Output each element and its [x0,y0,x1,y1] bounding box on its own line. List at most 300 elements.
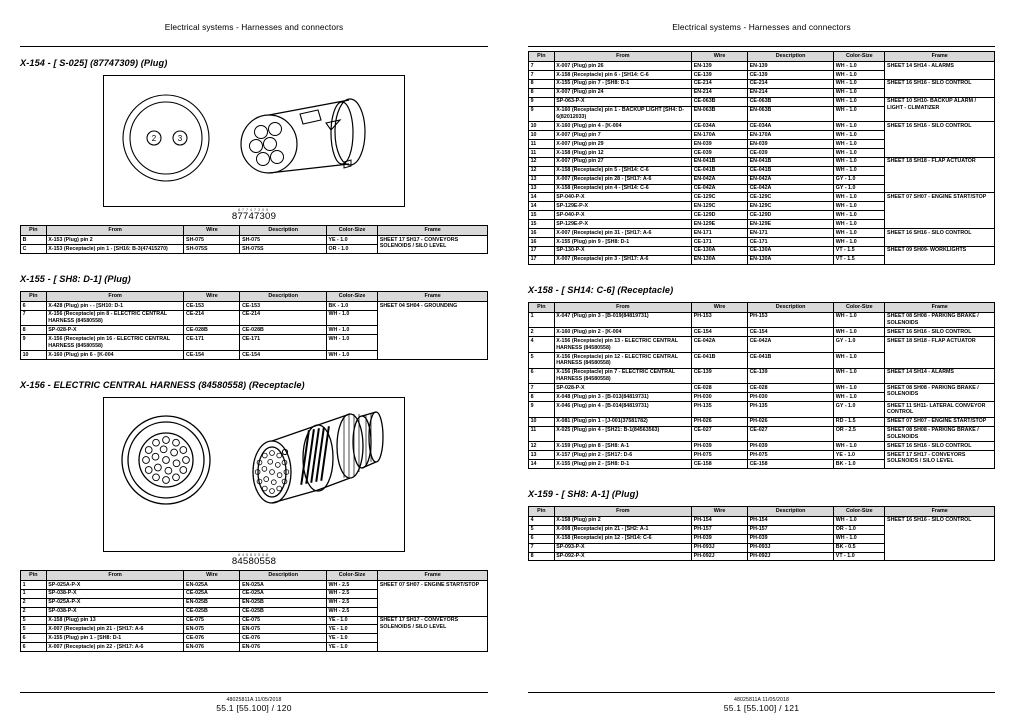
cell-description: PH-030 [748,393,834,402]
cell-wire: PH-026 [692,417,748,426]
cell-pin: 10 [21,350,47,359]
column-header-from: From [46,226,184,236]
cell-pin: 9 [529,401,555,417]
cell-from: SP-129E-P-X [554,220,691,229]
column-header-frame: Frame [378,226,488,236]
cell-color-size: WH - 1.0 [834,237,885,246]
cell-description: CE-042A [748,184,834,193]
column-header-from: From [554,302,691,312]
cell-color-size: WH - 1.0 [834,516,885,525]
cell-frame: SHEET 07 SH07 - ENGINE START/STOP [378,580,488,616]
cell-color-size: WH - 1.0 [834,97,885,106]
cell-description: EN-075 [240,625,326,634]
cell-pin: 16 [529,237,555,246]
cell-color-size: WH - 1.0 [326,335,377,351]
table-row [529,79,995,88]
cell-from: X-048 (Plug) pin 3 - [B-013(84819731) [554,393,691,402]
cell-description: EN-214 [748,88,834,97]
column-header-wire: Wire [692,52,748,62]
cell-wire: CE-041B [692,352,748,368]
cell-color-size: WH - 1.0 [834,220,885,229]
table-row [529,384,995,393]
table-row [529,368,995,384]
cell-from: X-007 (Plug) pin 27 [554,157,691,166]
column-header-frame: Frame [378,570,488,580]
cell-frame: SHEET 14 SH14 - ALARMS [885,368,995,384]
cell-frame: SHEET 07 SH07 - ENGINE START/STOP [885,193,995,229]
cell-pin: B [21,236,47,245]
cell-pin: 14 [529,459,555,468]
cell-from: X-156 (Receptacle) pin 13 - ELECTRIC CENTRAL HARNESS (84580558) [554,337,691,353]
column-header-wire: Wire [692,506,748,516]
cell-from: X-007 (Receptacle) pin 21 - [SH17: A-6 [46,625,184,634]
section-title: X-156 - ELECTRIC CENTRAL HARNESS (84580558) (Receptacle) [20,379,305,390]
cell-frame: SHEET 11 SH11- LATERAL CONVEYOR CONTROL [885,401,995,417]
cell-pin: 17 [529,246,555,255]
wiring-table [20,570,488,652]
cell-wire: CE-028B [184,326,240,335]
cell-wire: EN-076 [184,643,240,652]
cell-pin: 10 [529,122,555,131]
table-row [529,451,995,460]
cell-pin: 5 [529,525,555,534]
cell-description: EN-129E [748,220,834,229]
cell-color-size: YE - 1.0 [834,451,885,460]
page-footer [528,692,995,713]
column-header-pin: Pin [21,226,47,236]
footer-rule [20,692,488,693]
cell-frame: SHEET 08 SH08 - PARKING BRAKE / SOLENOIDS [885,384,995,402]
column-header-color-size: Color-Size [834,52,885,62]
cell-wire: PH-092J [692,552,748,561]
cell-color-size: WH - 1.0 [834,88,885,97]
cell-color-size: YE - 1.0 [326,625,377,634]
cell-description: CE-025A [240,589,326,598]
footer-document-number: 48025811A 11/05/2018 [226,697,282,703]
cell-from: X-025 (Plug) pin 4 - [SH21: B-1(84563563) [554,426,691,442]
table-row [529,426,995,442]
cell-color-size: WH - 2.5 [326,607,377,616]
cell-pin: 6 [529,368,555,384]
connector-figure [20,75,488,222]
cell-color-size: BK - 0.5 [834,543,885,552]
page-left-body [20,58,488,652]
cell-pin: 13 [529,175,555,184]
cell-wire: EN-075 [184,625,240,634]
cell-description: PH-093J [748,543,834,552]
cell-pin: 13 [529,451,555,460]
cell-color-size: OR - 2.5 [834,426,885,442]
cell-description: PH-092J [748,552,834,561]
cell-pin: 1 [529,312,555,328]
cell-from: X-007 (Plug) pin 7 [554,131,691,140]
cell-wire: CE-027 [692,426,748,442]
cell-wire: CE-041B [692,166,748,175]
cell-from: X-156 (Receptacle) pin 16 - ELECTRIC CENTRAL HARNESS (84580558) [46,335,184,351]
cell-pin: 11 [529,140,555,149]
cell-color-size: WH - 1.0 [834,384,885,393]
cell-pin: 2 [21,598,47,607]
wiring-table [20,225,488,254]
cell-pin: 7 [529,62,555,71]
cell-description: EN-025B [240,598,326,607]
cell-from: SP-092-P-X [554,552,691,561]
cell-pin: 6 [21,301,47,310]
cell-description: CE-041B [748,166,834,175]
table-row [529,157,995,166]
cell-color-size: WH - 1.0 [834,70,885,79]
cell-pin: 8 [21,326,47,335]
cell-wire: CE-130A [692,246,748,255]
cell-from: X-158 (Receptacle) pin 5 - [SH14: C-6 [554,166,691,175]
cell-frame: SHEET 17 SH17 - CONVEYORS SOLENOIDS / SILO LEVEL [885,451,995,469]
cell-from: X-155 (Plug) pin 7 - [SH8: D-1 [554,79,691,88]
cell-from: X-081 (Plug) pin 1 - [J-001(37581782) [554,417,691,426]
cell-color-size: WH - 1.0 [834,106,885,122]
cell-wire: EN-129C [692,202,748,211]
cell-pin: 7 [529,543,555,552]
cell-wire: CE-214 [692,79,748,88]
cell-color-size: WH - 1.0 [834,140,885,149]
section-title: X-154 - [ S-025] (87747309) (Plug) [20,58,168,68]
cell-color-size: OR - 1.0 [326,244,377,253]
cell-description: CE-027 [748,426,834,442]
cell-description: CE-042A [748,337,834,353]
cell-from: X-155 (Plug) pin 9 - [SH8: D-1 [554,237,691,246]
column-header-color-size: Color-Size [326,226,377,236]
footer-page-number: 55.1 [55.100] / 121 [723,703,800,713]
cell-description: CE-129D [748,211,834,220]
figure-part-code: 84580558 [238,552,270,557]
cell-description: PH-075 [748,451,834,460]
cell-frame: SHEET 17 SH17 - CONVEYORS SOLENOIDS / SILO LEVEL [378,616,488,652]
cell-wire: EN-170A [692,131,748,140]
cell-from: SP-025A-P-X [46,580,184,589]
cell-description: EN-139 [748,62,834,71]
cell-wire: CE-039 [692,148,748,157]
cell-color-size: YE - 1.0 [326,616,377,625]
cell-wire: EN-063B [692,106,748,122]
cell-description: CE-130A [748,246,834,255]
wiring-table [528,506,995,562]
cell-from: X-158 (Plug) pin 12 [554,148,691,157]
wiring-table [528,302,995,469]
cell-color-size: WH - 1.0 [834,211,885,220]
cell-wire: EN-130A [692,255,748,264]
cell-color-size: OR - 1.0 [834,525,885,534]
figure-part-code: 87747309 [238,208,270,212]
cell-from: X-158 (Receptacle) pin 6 - [SH14: C-6 [554,70,691,79]
column-header-color-size: Color-Size [326,570,377,580]
cell-frame: SHEET 16 SH16 - SILO CONTROL [885,79,995,97]
cell-color-size: YE - 1.0 [326,236,377,245]
table-row [21,616,488,625]
cell-from: X-047 (Plug) pin 3 - [B-019(84819731) [554,312,691,328]
cell-color-size: WH - 2.5 [326,589,377,598]
figure-caption: 87747309 [231,211,277,222]
table-row [529,122,995,131]
table-row [21,580,488,589]
cell-description: CE-158 [748,459,834,468]
cell-wire: EN-025A [184,580,240,589]
cell-description: EN-171 [748,229,834,238]
cell-pin: C [21,244,47,253]
cell-description: CE-028B [240,326,326,335]
column-header-pin: Pin [21,570,47,580]
cell-pin: 12 [529,442,555,451]
table-row [529,337,995,353]
cell-frame: SHEET 18 SH18 - FLAP ACTUATOR [885,157,995,193]
cell-color-size: GY - 1.0 [834,184,885,193]
cell-from: X-007 (Receptacle) pin 22 - [SH17: A-6 [46,643,184,652]
cell-from: X-007 (Receptacle) pin 3 - [SH17: A-6 [554,255,691,264]
cell-wire: EN-139 [692,62,748,71]
cell-pin: 5 [21,625,47,634]
cell-from: X-158 (Receptacle) pin 4 - [SH14: C-6 [554,184,691,193]
table-row [529,442,995,451]
column-header-frame: Frame [885,506,995,516]
column-header-pin: Pin [529,506,555,516]
cell-wire: EN-171 [692,229,748,238]
cell-from: X-156 (Receptacle) pin 12 - ELECTRIC CENTRAL HARNESS (84580558) [554,352,691,368]
column-header-description: Description [748,52,834,62]
cell-description: PH-135 [748,401,834,417]
cell-wire: PH-039 [692,534,748,543]
table-row [529,401,995,417]
cell-color-size: VT - 1.5 [834,255,885,264]
table-row [529,417,995,426]
cell-color-size: WH - 1.0 [326,326,377,335]
cell-wire: CE-154 [184,350,240,359]
cell-from: SP-063-P-X [554,97,691,106]
cell-pin: 6 [21,634,47,643]
cell-color-size: WH - 1.0 [834,122,885,131]
cell-description: CE-025B [240,607,326,616]
column-header-description: Description [240,291,326,301]
column-header-wire: Wire [184,570,240,580]
header-rule [20,46,488,47]
cell-description: CE-075 [240,616,326,625]
cell-color-size: WH - 1.0 [834,328,885,337]
cell-pin: 9 [529,97,555,106]
column-header-wire: Wire [184,226,240,236]
cell-wire: PH-039 [692,442,748,451]
table-row [529,97,995,106]
cell-description: CE-028 [748,384,834,393]
cell-from: SP-093-P-X [554,543,691,552]
cell-wire: PH-135 [692,401,748,417]
page-header: Electrical systems - Harnesses and connectors [164,22,344,32]
cell-pin: 12 [529,157,555,166]
table-header-row [529,506,995,516]
cell-color-size: BK - 1.0 [834,459,885,468]
cell-description: CE-129C [748,193,834,202]
cell-description: EN-025A [240,580,326,589]
cell-pin: 10 [529,131,555,140]
column-header-frame: Frame [885,302,995,312]
cell-wire: CE-158 [692,459,748,468]
cell-from: X-155 (Plug) pin 1 - [SH8: D-1 [46,634,184,643]
table-row [529,193,995,202]
page-header: Electrical systems - Harnesses and connectors [672,22,851,32]
cell-pin: 7 [529,384,555,393]
cell-color-size: WH - 2.5 [326,598,377,607]
cell-wire: SH-075S [184,244,240,253]
cell-description: PH-153 [748,312,834,328]
column-header-color-size: Color-Size [834,506,885,516]
cell-from: X-007 (Receptacle) pin 31 - [SH17: A-6 [554,229,691,238]
cell-color-size: BK - 1.0 [326,301,377,310]
cell-from: X-156 (Receptacle) pin 8 - ELECTRIC CENTRAL HARNESS (84580558) [46,310,184,326]
cell-pin: 15 [529,220,555,229]
cell-color-size: WH - 1.0 [326,350,377,359]
cell-pin: 6 [529,534,555,543]
svg-text:2: 2 [151,134,157,143]
table-row [529,246,995,255]
cell-from: X-158 (Plug) pin 2 [554,516,691,525]
cell-from: X-007 (Receptacle) pin 28 - [SH17: A-6 [554,175,691,184]
cell-from: SP-028-P-X [46,326,184,335]
cell-from: X-007 (Plug) pin 26 [554,62,691,71]
column-header-from: From [46,291,184,301]
cell-wire: CE-025A [184,589,240,598]
cell-wire: CE-042A [692,184,748,193]
cell-color-size: GY - 1.0 [834,337,885,353]
cell-from: X-160 (Receptacle) pin 1 - BACKUP LIGHT [SH4: D-6(82012033) [554,106,691,122]
cell-wire: EN-041B [692,157,748,166]
cell-description: CE-214 [748,79,834,88]
cell-from: X-046 (Plug) pin 4 - [B-014(84819731) [554,401,691,417]
cell-description: CE-039 [748,148,834,157]
column-header-description: Description [240,570,326,580]
cell-description: CE-139 [748,368,834,384]
table-row [21,236,488,245]
cell-color-size: WH - 1.0 [834,157,885,166]
cell-pin: 6 [21,643,47,652]
cell-color-size: WH - 1.0 [834,193,885,202]
cell-color-size: RD - 1.5 [834,417,885,426]
cell-from: SP-040-P-X [554,193,691,202]
cell-color-size: WH - 1.0 [834,393,885,402]
cell-description: CE-034A [748,122,834,131]
cell-frame: SHEET 16 SH16 - SILO CONTROL [885,229,995,247]
cell-description: CE-076 [240,634,326,643]
cell-pin: 4 [529,337,555,353]
table-row [529,229,995,238]
cell-frame: SHEET 09 SH09- WORKLIGHTS [885,246,995,264]
cell-pin: 15 [529,211,555,220]
cell-wire: CE-153 [184,301,240,310]
page-right-body [528,47,995,561]
cell-frame: SHEET 16 SH16 - SILO CONTROL [885,516,995,561]
table-row [529,516,995,525]
cell-wire: CE-042A [692,337,748,353]
cell-frame: SHEET 17 SH17 - CONVEYORS SOLENOIDS / SILO LEVEL [378,236,488,254]
cell-from: X-156 (Receptacle) pin 7 - ELECTRIC CENTRAL HARNESS (84580558) [554,368,691,384]
cell-wire: CE-171 [692,237,748,246]
column-header-from: From [554,52,691,62]
cell-description: EN-170A [748,131,834,140]
cell-description: PH-026 [748,417,834,426]
cell-description: SH-075 [240,236,326,245]
footer-rule [528,692,995,693]
column-header-color-size: Color-Size [834,302,885,312]
table-header-row [529,302,995,312]
cell-description: EN-041B [748,157,834,166]
section-title: X-155 - [ SH8: D-1] (Plug) [20,273,131,284]
cell-pin: 12 [529,166,555,175]
svg-text:3: 3 [177,134,183,143]
cell-wire: CE-028 [692,384,748,393]
column-header-description: Description [240,226,326,236]
cell-from: X-160 (Plug) pin 4 - [K-004 [554,122,691,131]
cell-wire: PH-157 [692,525,748,534]
cell-wire: CE-076 [184,634,240,643]
cell-pin: 8 [529,88,555,97]
wiring-table [20,291,488,360]
cell-pin: 14 [529,193,555,202]
footer-document-number: 48025811A 11/05/2018 [734,697,789,703]
cell-color-size: WH - 1.0 [326,310,377,326]
cell-pin: 9 [529,106,555,122]
cell-description: CE-041B [748,352,834,368]
cell-wire: SH-075 [184,236,240,245]
cell-from: X-160 (Plug) pin 2 - [K-004 [554,328,691,337]
cell-from: X-159 (Plug) pin 8 - [SH8: A-1 [554,442,691,451]
cell-color-size: WH - 1.0 [834,229,885,238]
cell-wire: EN-025B [184,598,240,607]
cell-wire: CE-139 [692,70,748,79]
cell-color-size: WH - 1.0 [834,534,885,543]
column-header-frame: Frame [885,52,995,62]
cell-from: X-160 (Plug) pin 6 - [K-004 [46,350,184,359]
cell-description: EN-063B [748,106,834,122]
cell-color-size: YE - 1.0 [326,634,377,643]
cell-pin: 8 [529,79,555,88]
cell-color-size: WH - 1.0 [834,368,885,384]
figure-frame [103,75,405,207]
cell-pin: 5 [529,352,555,368]
cell-wire: EN-042A [692,175,748,184]
cell-color-size: YE - 1.0 [326,643,377,652]
cell-frame: SHEET 16 SH16 - SILO CONTROL [885,122,995,158]
cell-description: EN-042A [748,175,834,184]
cell-wire: CE-129C [692,193,748,202]
cell-from: SP-038-P-X [46,607,184,616]
cell-frame: SHEET 16 SH16 - SILO CONTROL [885,328,995,337]
cell-wire: CE-075 [184,616,240,625]
cell-description: PH-154 [748,516,834,525]
cell-from: X-155 (Plug) pin 2 - [SH8: D-1 [554,459,691,468]
cell-color-size: WH - 2.5 [326,580,377,589]
cell-from: X-428 (Plug) pin - - [SH10: D-1 [46,301,184,310]
cell-frame: SHEET 16 SH16 - SILO CONTROL [885,442,995,451]
cell-from: X-007 (Plug) pin 29 [554,140,691,149]
table-header-row [21,570,488,580]
column-header-frame: Frame [378,291,488,301]
cell-frame: SHEET 18 SH18 - FLAP ACTUATOR [885,337,995,368]
cell-pin: 8 [529,393,555,402]
cell-pin: 2 [21,607,47,616]
column-header-pin: Pin [529,302,555,312]
cell-wire: PH-075 [692,451,748,460]
cell-frame: SHEET 08 SH08 - PARKING BRAKE / SOLENOIDS [885,426,995,442]
column-header-wire: Wire [692,302,748,312]
cell-color-size: WH - 1.0 [834,131,885,140]
cell-description: EN-039 [748,140,834,149]
cell-wire: CE-139 [692,368,748,384]
cell-color-size: VT - 1.5 [834,246,885,255]
